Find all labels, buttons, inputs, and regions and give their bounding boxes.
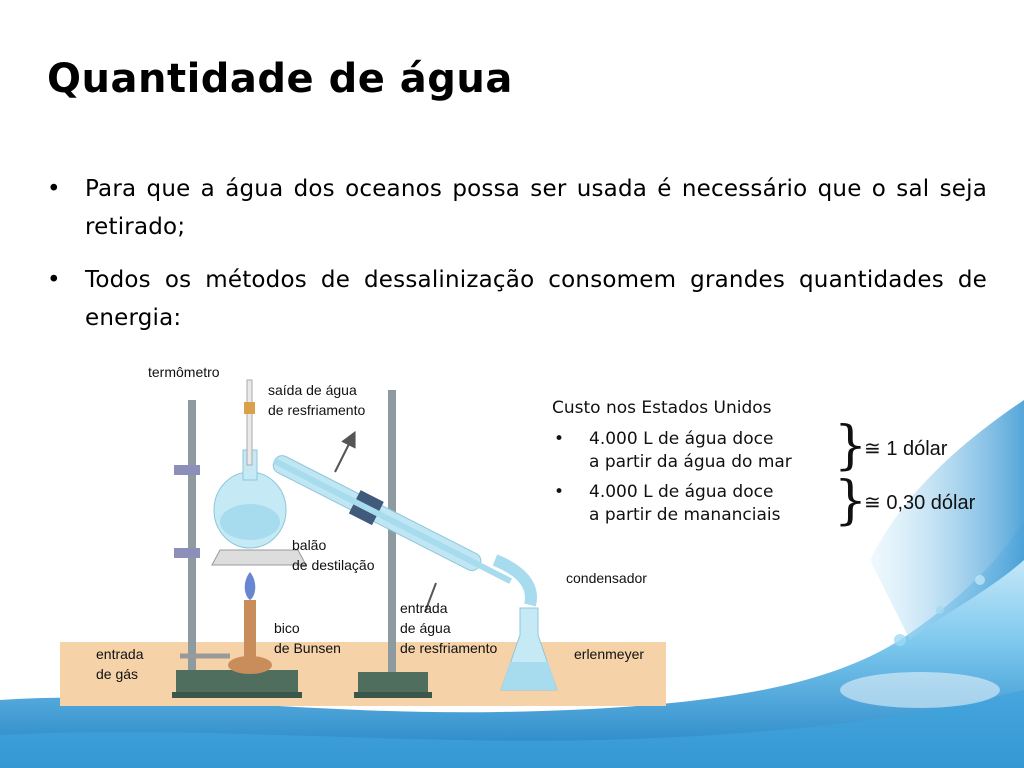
label-entrada-gas-2: de gás <box>96 666 139 682</box>
cost-value-2: ≅ 0,30 dólar <box>864 492 976 514</box>
label-balao-1: balão <box>292 537 327 553</box>
label-bico-2: de Bunsen <box>274 640 341 656</box>
bullet-marker: • <box>47 176 61 202</box>
label-saida-2: de resfriamento <box>268 402 366 418</box>
bullet-marker: • <box>554 429 565 449</box>
label-entrada-agua-3: de resfriamento <box>400 640 498 656</box>
cost-value-1: ≅ 1 dólar <box>864 438 948 460</box>
slide-title: Quantidade de água <box>47 56 513 102</box>
cost-item-line2: a partir da água do mar <box>589 452 792 472</box>
brace-2: } <box>834 471 868 531</box>
cost-item-line1: 4.000 L de água doce <box>589 429 774 449</box>
bullet-list <box>47 170 987 352</box>
label-erlenmeyer: erlenmeyer <box>574 646 645 662</box>
label-saida-1: saída de água <box>268 382 357 398</box>
cost-item-line1: 4.000 L de água doce <box>589 482 774 502</box>
label-entrada-gas-1: entrada <box>96 646 144 662</box>
bullet-item <box>47 170 987 246</box>
bullet-marker: • <box>47 267 61 293</box>
bullet-item <box>47 261 987 337</box>
label-bico-1: bico <box>274 620 300 636</box>
label-balao-2: de destilação <box>292 557 375 573</box>
bullet-marker: • <box>554 482 565 502</box>
label-termometro: termômetro <box>148 364 220 380</box>
bullet-text: Para que a água dos oceanos possa ser usada é necessário que o sal seja retirado; <box>85 176 987 240</box>
label-condensador: condensador <box>566 570 647 586</box>
bullet-text: Todos os métodos de dessalinização consomem grandes quantidades de energia: <box>85 267 987 331</box>
brace-1: } <box>834 416 868 476</box>
label-entrada-agua-2: de água <box>400 620 451 636</box>
cost-title: Custo nos Estados Unidos <box>552 398 772 418</box>
label-entrada-agua-1: entrada <box>400 600 448 616</box>
cost-item-line2: a partir de mananciais <box>589 505 781 525</box>
